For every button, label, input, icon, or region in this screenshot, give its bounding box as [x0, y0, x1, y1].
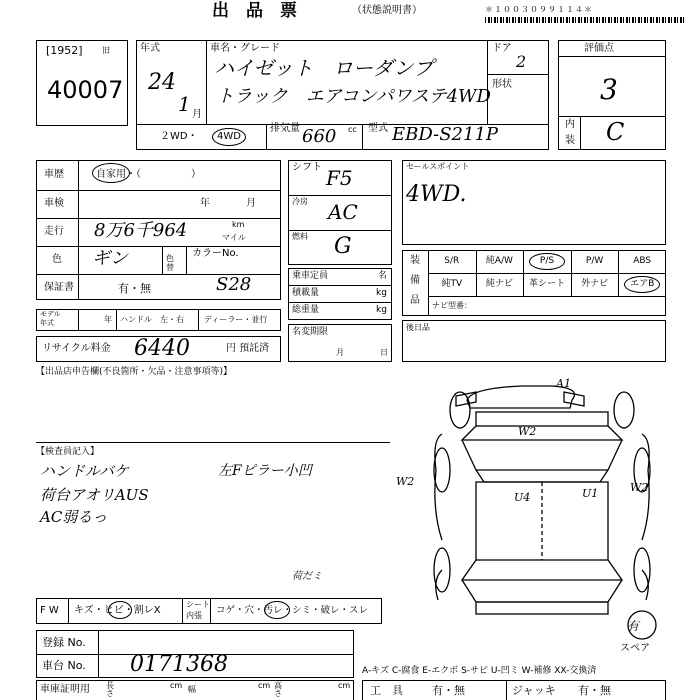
equipment-label-2: 備 — [410, 275, 420, 286]
cert-height-label: 高さ — [274, 681, 282, 698]
mileage-unit-mile: マイル — [222, 233, 246, 242]
fw-label: F W — [40, 605, 59, 616]
history-selected-circle — [92, 163, 130, 183]
retrofit-label: 後日品 — [406, 323, 430, 332]
sales-point-label: セールスポイント — [406, 162, 470, 171]
navi-model-label: ナビ型番： — [432, 301, 472, 310]
document-title: 出 品 票 — [212, 1, 297, 21]
displacement-label: 排気量 — [270, 123, 300, 134]
door-label: ドア — [492, 43, 512, 54]
inspector-right-note: 左Fピラー小凹 — [218, 463, 312, 479]
equipment-item: P/S — [539, 256, 555, 266]
shift-value: F5 — [326, 166, 353, 190]
warranty-options: 有・無 — [118, 282, 151, 295]
load-unit: kg — [376, 288, 387, 298]
model-label: 型式 — [368, 123, 388, 134]
vehicle-damage-diagram — [392, 370, 692, 660]
month-unit: 月 — [192, 109, 202, 120]
fuel-value: G — [334, 234, 352, 259]
shape-label: 形状 — [492, 79, 512, 90]
color-label: 色 — [52, 254, 62, 265]
mark-a1: A1 — [556, 377, 571, 390]
chassis-label: 車台 No. — [42, 659, 86, 672]
sales-point-value: 4WD. — [406, 182, 467, 207]
handle-options: ハンドル 左・右 — [120, 315, 184, 324]
color-no-value: S28 — [216, 274, 252, 295]
mark-u1: U1 — [582, 487, 599, 500]
fuel-label: 燃料 — [292, 232, 308, 241]
history-label: 車歴 — [44, 169, 64, 180]
year-label: 年式 — [140, 43, 160, 54]
equipment-item: P/W — [585, 256, 604, 266]
capacity-unit: 名 — [378, 271, 388, 281]
lot-code: [1952] — [46, 44, 83, 57]
retrofit-box — [402, 320, 666, 362]
cert-height-unit: cm — [338, 681, 351, 690]
recycle-unit: 円 預託済 — [226, 343, 270, 354]
cert-width-label: 幅 — [188, 685, 196, 694]
equipment-label-3: 品 — [410, 295, 420, 306]
jack-options: 有・無 — [578, 684, 611, 697]
model-year-label-1: モデル — [40, 310, 61, 318]
reg-day: 日 — [380, 348, 388, 357]
ac-label: 冷房 — [292, 197, 308, 206]
damage-note-above: 荷だミ — [292, 571, 322, 582]
reg-no-label: 登録 No. — [42, 636, 86, 649]
cert-long-unit: cm — [170, 681, 183, 690]
mileage-label: 走行 — [44, 226, 64, 237]
drive-selected: 4WD — [212, 128, 246, 146]
displacement-unit: cc — [348, 125, 357, 134]
inspector-label: 【検査員記入】 — [36, 447, 100, 457]
reg-month: 月 — [336, 348, 344, 357]
equipment-label-1: 装 — [410, 255, 420, 266]
seat-yogore-circle — [264, 601, 290, 619]
ac-value: AC — [328, 200, 358, 224]
chassis-value: 0171368 — [130, 652, 228, 677]
seat-label-2: 内張 — [186, 611, 202, 620]
recycle-value: 6440 — [134, 336, 190, 361]
mark-w2-roof: W2 — [518, 425, 537, 438]
inspector-line3: AC弱るっ — [40, 508, 108, 526]
history-value: 自家用・（ ） — [96, 169, 201, 180]
shift-label: シフト — [292, 162, 322, 173]
reg-period-label: 名変期限 — [292, 327, 329, 337]
equipment-item: 純TV — [441, 279, 463, 289]
door-value: 2 — [516, 52, 527, 71]
rating-value: 3 — [600, 73, 618, 106]
tools-options: 有・無 — [432, 684, 465, 697]
equipment-circle — [529, 253, 565, 270]
equipment-item: 純ナビ — [485, 279, 513, 289]
dealer-options: ディーラー・並行 — [204, 315, 268, 324]
weight-label: 総重量 — [292, 305, 320, 315]
mileage-unit-km: km — [232, 220, 245, 229]
lot-code-suffix: 旧 — [102, 46, 110, 55]
capacity-label: 乗車定員 — [292, 271, 329, 281]
mileage-value: 8万6千964 — [94, 220, 188, 241]
barcode — [485, 17, 685, 23]
model-year-unit: 年 — [104, 315, 112, 324]
equipment-item: S/R — [444, 256, 460, 266]
model-value: EBD-S211P — [392, 124, 499, 145]
color-change-label: 色替 — [166, 254, 174, 272]
equipment-item: 外ナビ — [581, 279, 609, 289]
serial-number: ＊１００３０９９１１４＊ — [485, 5, 593, 14]
weight-unit: kg — [376, 305, 387, 315]
car-name-line2: トラック エアコンパワステ4WD — [216, 86, 491, 107]
jack-label: ジャッキ — [512, 684, 556, 697]
year-value: 24 — [148, 70, 176, 95]
garage-cert-label: 車庫証明用 — [40, 684, 90, 695]
spare-label: スペア — [620, 643, 650, 654]
interior-value: C — [606, 118, 625, 146]
damage-legend: A-キズ C-腐食 E-エクボ S-サビ U-凹ミ W-補修 XX-交換済 — [362, 666, 597, 676]
equipment-circle — [624, 276, 660, 293]
equipment-item: エアB — [630, 279, 655, 289]
inspection-year: 年 — [200, 198, 210, 209]
lot-number: 40007 — [47, 76, 124, 104]
rating-label: 評価点 — [584, 43, 614, 54]
equipment-item: 革シート — [528, 279, 565, 289]
interior-label-2: 装 — [565, 135, 575, 146]
seat-label-1: シート — [186, 600, 210, 609]
fw-hibi-circle — [108, 601, 132, 619]
inspector-line1: ハンドルバケ — [40, 462, 129, 480]
warranty-label: 保証書 — [44, 282, 74, 293]
mark-u4: U4 — [514, 491, 531, 504]
cert-width-unit: cm — [258, 681, 271, 690]
color-no-label: カラーNo. — [192, 248, 239, 259]
document-subtitle: （状態説明書） — [352, 5, 422, 16]
car-name-line1: ハイゼット ローダンプ — [214, 56, 434, 80]
equipment-item: ABS — [633, 256, 652, 266]
inspector-line2: 荷台アオリAUS — [40, 486, 149, 504]
mark-w2-left: W2 — [396, 475, 415, 488]
color-value: ギン — [92, 248, 128, 269]
inspection-label: 車検 — [44, 198, 64, 209]
seat-items: コゲ・穴・汚レ・シミ・破レ・スレ — [216, 605, 369, 616]
spare-value: 有 — [627, 619, 640, 633]
seller-note-label: 【出品店申告欄(不良箇所・欠品・注意事項等)】 — [36, 367, 233, 377]
equipment-item: 純A/W — [485, 256, 513, 266]
load-label: 積載量 — [292, 288, 320, 298]
drive-label: ２WD・ — [160, 131, 198, 142]
recycle-label: リサイクル料金 — [42, 343, 111, 354]
fw-items: キズ・ヒビ・割レX — [74, 605, 161, 616]
inspection-month: 月 — [246, 198, 256, 209]
cert-long-label: 長さ — [106, 681, 114, 698]
name-grade-label: 車名・グレード — [210, 43, 280, 54]
interior-label-1: 内 — [565, 119, 575, 130]
model-year-label-2: 年式 — [40, 319, 54, 327]
month-value: 1 — [178, 92, 191, 116]
displacement-value: 660 — [302, 126, 337, 147]
tools-label: 工 具 — [370, 684, 403, 697]
mark-w2-right: W2 — [630, 481, 649, 494]
